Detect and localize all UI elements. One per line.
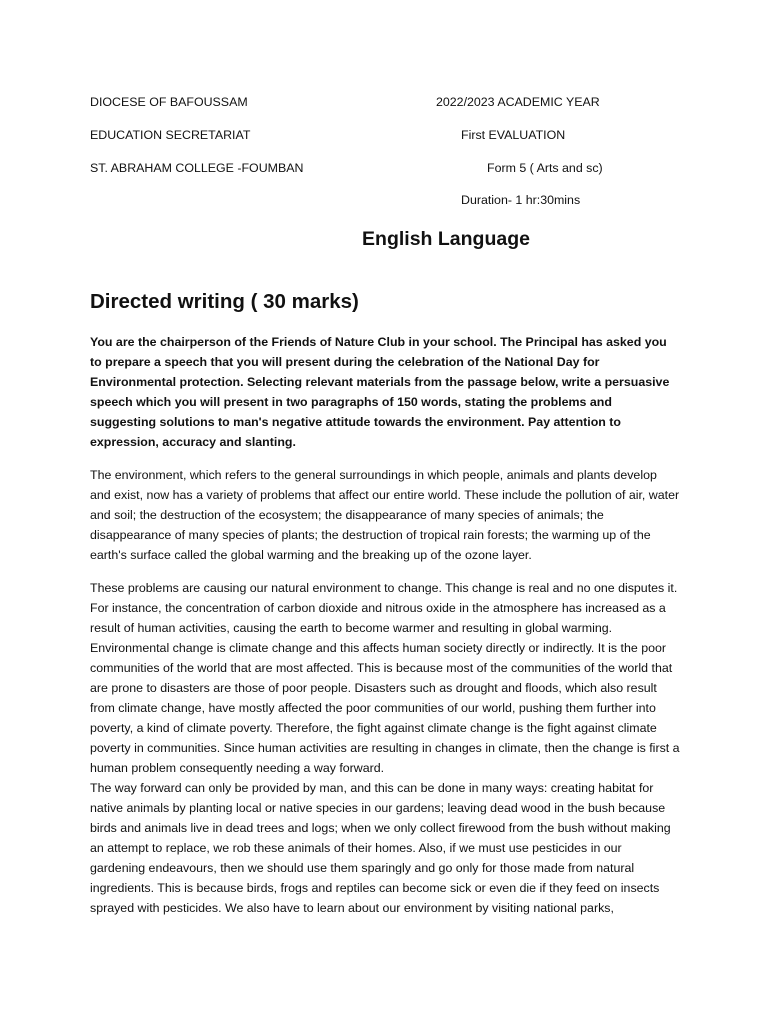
passage-paragraph-2: These problems are causing our natural environment to change. This change is real and no one disputes it. For instance, the concentration of carbon dioxide and nitrous oxide in the atmosphere has increased as a result of human activities, causing the earth to become warmer and resulting in global warming. Environmental change is climate change and this affects human society directly or indirectly. It is the poor communities of the world that are most affected. This is because most of the communities of the world that are prone to disasters are those of poor people. Disasters such as drought and floods, which also result from climate change, have mostly affected the poor communities of our world, pushing them further into poverty, a kind of climate poverty. Therefore, the fight against climate change is the fight against climate poverty in communities. Since human activities are resulting in changes in climate, then the change is first a human problem consequently needing a way forward. (90, 581, 680, 776)
header-diocese: DIOCESE OF BAFOUSSAM (90, 95, 248, 109)
header-college: ST. ABRAHAM COLLEGE -FOUMBAN (90, 161, 304, 175)
header-evaluation: First EVALUATION (461, 128, 566, 142)
section-title: Directed writing ( 30 marks) (90, 290, 359, 313)
header-secretariat: EDUCATION SECRETARIAT (90, 128, 251, 142)
subject-title: English Language (362, 228, 530, 250)
header-form: Form 5 ( Arts and sc) (487, 161, 603, 175)
passage-paragraph-3: The way forward can only be provided by man, and this can be done in many ways: creating habitat for native animals by planting local or native species in our gardens; leaving dead wood in the bush because birds and animals live in dead trees and logs; when we only collect firewood from the bush without making an attempt to replace, we rob these animals of their homes. Also, if we must use pesticides in our gardening endeavours, then we should use them sparingly and go only for those made from natural ingredients. This is because birds, frogs and reptiles can become sick or even die if they feed on insects sprayed with pesticides. We also have to learn about our environment by visiting national parks, (90, 781, 671, 916)
instructions: You are the chairperson of the Friends of Nature Club in your school. The Principal has asked you to prepare a speech that you will present during the celebration of the National Day for Environmental protection. Selecting relevant materials from the passage below, write a persuasive speech which you will present in two paragraphs of 150 words, stating the problems and suggesting solutions to man's negative attitude towards the environment. Pay attention to expression, accuracy and slanting. (90, 335, 670, 450)
header-academic-year: 2022/2023 ACADEMIC YEAR (436, 95, 600, 109)
header-duration: Duration- 1 hr:30mins (461, 193, 581, 207)
passage-paragraph-1: The environment, which refers to the general surroundings in which people, animals and plants develop and exist, now has a variety of problems that affect our entire world. These include the pollution of air, water and soil; the destruction of the ecosystem; the disappearance of many species of animals; the disappearance of many species of plants; the destruction of tropical rain forests; the warming up of the earth's surface called the global warming and the breaking up of the ozone layer. (90, 468, 680, 563)
